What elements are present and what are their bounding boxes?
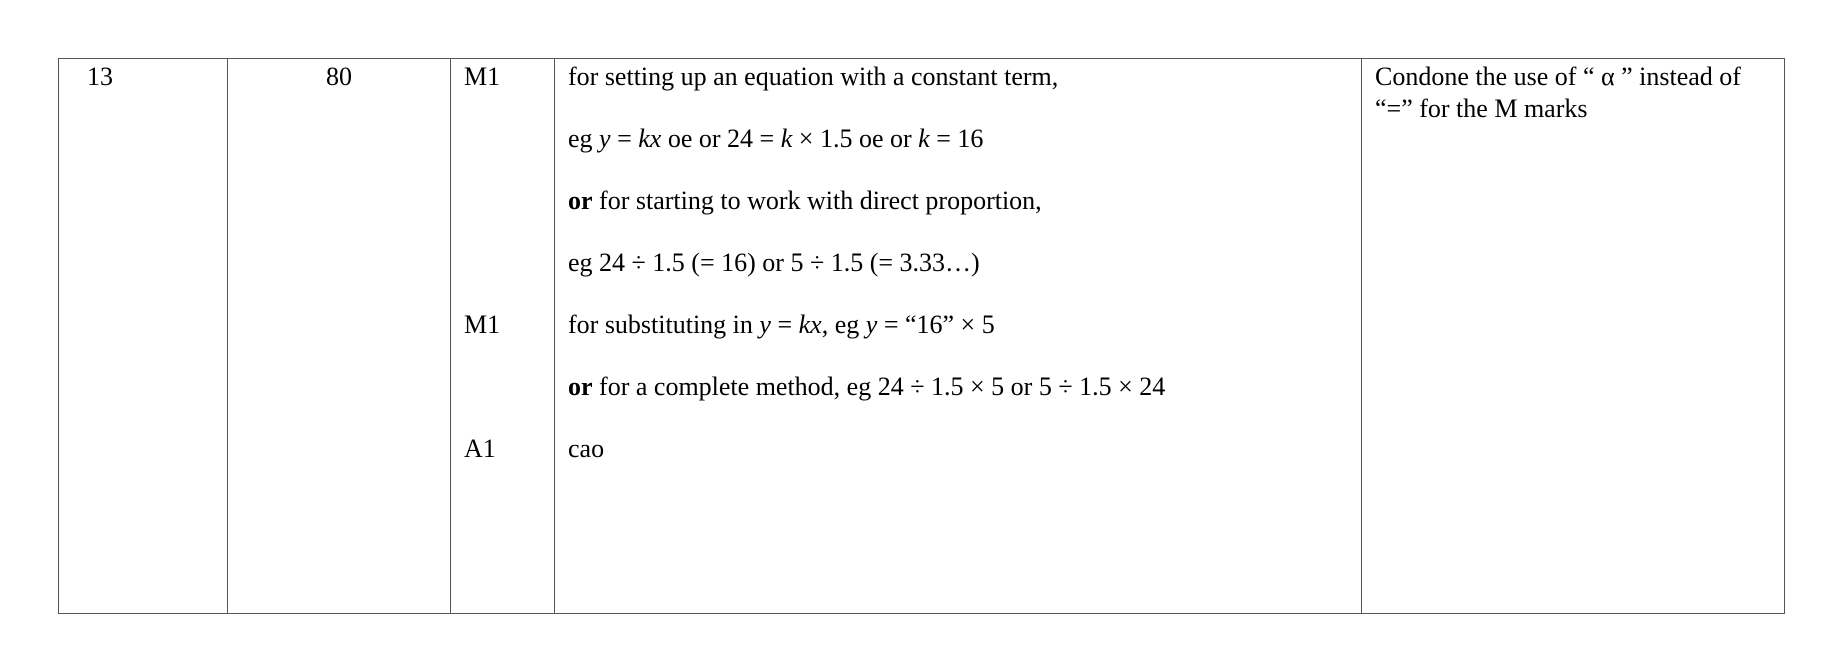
math-variable: y (865, 310, 878, 339)
guidance-line (568, 433, 1351, 464)
mark-code: M1 (464, 310, 501, 339)
mark-code: M1 (464, 62, 501, 91)
guidance-text: = (770, 310, 799, 339)
mark-scheme-table (58, 58, 1785, 614)
question-cell (59, 59, 228, 614)
or-keyword: or (568, 372, 593, 401)
guidance-line (568, 61, 1351, 92)
guidance-text: eg 24 ÷ 1.5 (= 16) or 5 ÷ 1.5 (= 3.33…) (568, 248, 980, 277)
math-variable: y (759, 310, 771, 339)
mark-spacer (464, 247, 554, 278)
guidance-text: for starting to work with direct proportion, (592, 186, 1042, 215)
mark-list (451, 59, 554, 464)
guidance-cell (555, 59, 1362, 614)
guidance-text: = “16” × 5 (877, 310, 995, 339)
additional-guidance-cell (1362, 59, 1785, 614)
math-variable: k (780, 124, 793, 153)
mark-spacer (464, 371, 554, 402)
math-variable: k (918, 124, 930, 153)
math-variable: kx (638, 124, 662, 153)
guidance-line (568, 123, 1351, 154)
guidance-text: = (610, 124, 639, 153)
answer-cell (228, 59, 451, 614)
table-row (59, 59, 1785, 614)
guidance-text: × 1.5 oe or (792, 124, 919, 153)
question-number: 13 (87, 62, 113, 91)
mark-spacer (464, 123, 554, 154)
guidance-text: for setting up an equation with a constant term, (568, 62, 1059, 91)
guidance-text: cao (568, 434, 605, 463)
guidance-text: oe or 24 = (661, 124, 781, 153)
guidance-list (555, 59, 1361, 464)
guidance-text: for substituting in (568, 310, 760, 339)
guidance-line (568, 371, 1351, 402)
math-variable: y (599, 124, 611, 153)
additional-guidance-text: Condone the use of “ α ” instead of “=” for the M marks (1375, 62, 1741, 123)
guidance-line (568, 185, 1351, 216)
guidance-text: eg (568, 124, 600, 153)
guidance-line (568, 247, 1351, 278)
math-variable: kx (798, 310, 822, 339)
mark-spacer (464, 185, 554, 216)
guidance-text: = 16 (929, 124, 984, 153)
guidance-line (568, 309, 1351, 340)
or-keyword: or (568, 186, 593, 215)
guidance-text: for a complete method, eg 24 ÷ 1.5 × 5 or 5 ÷ 1.5 × 24 (592, 372, 1166, 401)
mark-code: A1 (464, 434, 496, 463)
guidance-text: , eg (821, 310, 866, 339)
mark-cell (451, 59, 555, 614)
answer-value: 80 (326, 62, 352, 91)
